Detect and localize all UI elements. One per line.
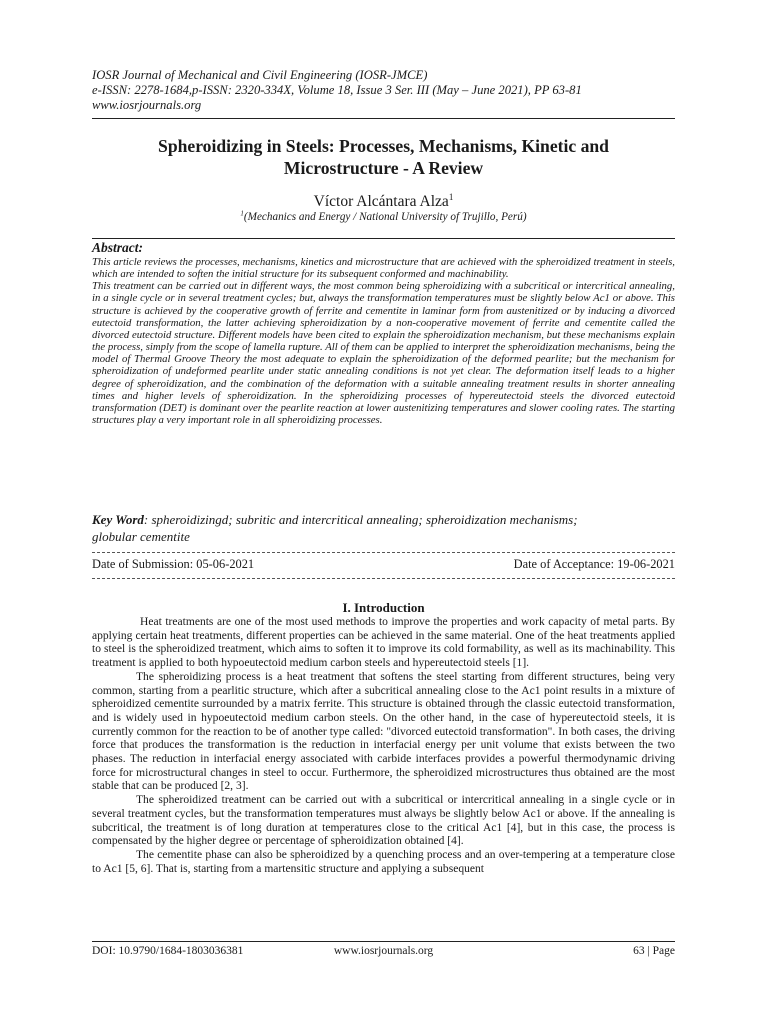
keywords	[92, 511, 675, 545]
dashed-divider-top	[92, 552, 675, 553]
author-name: Víctor Alcántara Alza	[313, 193, 449, 210]
page-number: 63 | Page	[633, 945, 675, 957]
journal-website[interactable]: www.iosrjournals.org	[92, 98, 202, 112]
keywords-line-2: globular cementite	[92, 529, 190, 544]
acceptance-date: Date of Acceptance: 19-06-2021	[513, 557, 675, 571]
abstract-paragraph: This treatment can be carried out in different ways, the most common being spheroidizing with a subcritical or intercritical annealing, in a single cycle or in several treatment cycles; but, always the transformation temperatures must be slightly below Ac1 or above. This structure is achieved by the cooperative growth of ferrite and cementite in laminar form from austenitized or by inducing a divorced eutectoid transformation, the latter achieving spheroidization by a non-cooperative movement of ferrite and cementite called the divorced eutectoid structure. Different models have been cited to explain the spheroidization mechanism, but these mechanisms explain the process, simply from the scope of lamella rupture. All of them can be applied to interpret the spheroidization mechanisms, being the model of Thermal Groove Theory the most adequate to explain the spheroidization of the deformed pearlite; but the mechanism for spheroidization of undeformed pearlite under static annealing conditions is not yet clear. The deformation itself leads to a higher degree of spheroidization, and the combination of the deformation with a suitable annealing treatment results in shorter annealing times and higher levels of spheroidization. In the spheroidizing processes of hypereutectoid steels the divorced eutectoid transformation (DET) is dominant over the pearlite reaction at lower austenitizing temperatures and slower cooling rates. The starting structures play a very important role in all spheroidizing processes.	[92, 280, 675, 427]
title-line-1: Spheroidizing in Steels: Processes, Mechanisms, Kinetic and	[158, 136, 609, 156]
footer-doi: DOI: 10.9790/1684-1803036381	[92, 945, 244, 957]
dashed-divider-bottom	[92, 578, 675, 579]
author-superscript: 1	[448, 191, 454, 202]
abstract-rule	[92, 238, 675, 239]
article-title	[92, 135, 675, 179]
keywords-line-1: : spheroidizingd; subritic and intercritical annealing; spheroidization mechanisms;	[143, 512, 578, 527]
affiliation-line	[92, 211, 675, 224]
footer-rule	[92, 941, 675, 942]
body-paragraph: The spheroidizing process is a heat treatment that softens the steel starting from different structures, being very common, starting from a pearlitic structure, which after a subcritical annealing close to the Ac1 point results in a mixture of spheroidized cementite surrounded by a matrix ferrite. This structure is obtained through the classic eutectoid transformation, and is widely used in hypoeutectoid medium carbon steels. On the other hand, in the case of hypereutectoid steels, it is currently common for the reaction to be of another type called: "divorced eutectoid transformation". In both cases, the driving force that produces the transformation is the reduction in interfacial energy per unit volume that exists between the two phases. The reduction in interfacial energy associated with carbide interfaces provides a powerful thermodynamic driving force for microstructural changes in steel to occur. Furthermore, the spheroidized microstructures thus obtained are the most stable that can be produced [2, 3].	[92, 670, 675, 793]
submission-date: Date of Submission: 05-06-2021	[92, 557, 255, 571]
footer-website[interactable]: www.iosrjournals.org	[333, 945, 434, 957]
section-heading-introduction: I. Introduction	[342, 600, 425, 615]
page-footer	[92, 944, 675, 958]
affiliation: (Mechanics and Energy / National University of Trujillo, Perú)	[243, 211, 527, 223]
journal-name: IOSR Journal of Mechanical and Civil Engineering (IOSR-JMCE)	[92, 68, 428, 82]
header-rule	[92, 118, 675, 119]
abstract-paragraph: This article reviews the processes, mechanisms, kinetics and microstructure that are achieved with the spheroidized treatment in steels, which are intended to soften the initial structure for its subsequent conformed and machinability.	[92, 256, 675, 281]
introduction-body	[92, 616, 675, 876]
abstract-text	[92, 256, 675, 426]
journal-issn: e-ISSN: 2278-1684,p-ISSN: 2320-334X, Volume 18, Issue 3 Ser. III (May – June 2021), PP 63-81	[92, 83, 582, 97]
abstract-heading: Abstract:	[92, 240, 144, 255]
body-paragraph: The spheroidized treatment can be carried out with a subcritical or intercritical annealing in a single cycle or in several treatment cycles, but the transformation temperatures must always be slightly below Ac1 or above. If the annealing is subcritical, the treatment is of long duration at temperatures close to the critical Ac1 [4], but in this case, the process is compensated by the higher degree or percentage of spheroidization obtained [4].	[92, 794, 675, 848]
affiliation-superscript: 1	[240, 209, 244, 218]
journal-header	[92, 68, 675, 113]
author-line	[92, 193, 675, 211]
keyword-label: Key Word	[92, 512, 144, 527]
body-paragraph: Heat treatments are one of the most used methods to improve the properties and work capacity of metal parts. By applying certain heat treatments, different properties can be achieved in the same material. One of the heat treatments applied to steel is the spheroidized treatment, which aims to soften it to improve its cold formability, as well as its machinability. This treatment is applied to both hypoeutectoid medium carbon steels and hypereutectoid steels [1].	[92, 616, 675, 670]
body-paragraph: The cementite phase can also be spheroidized by a quenching process and an over-tempering at a temperature close to Ac1 [5, 6]. That is, starting from a martensitic structure and applying a subsequent	[92, 848, 675, 875]
title-line-2: Microstructure - A Review	[283, 158, 484, 178]
